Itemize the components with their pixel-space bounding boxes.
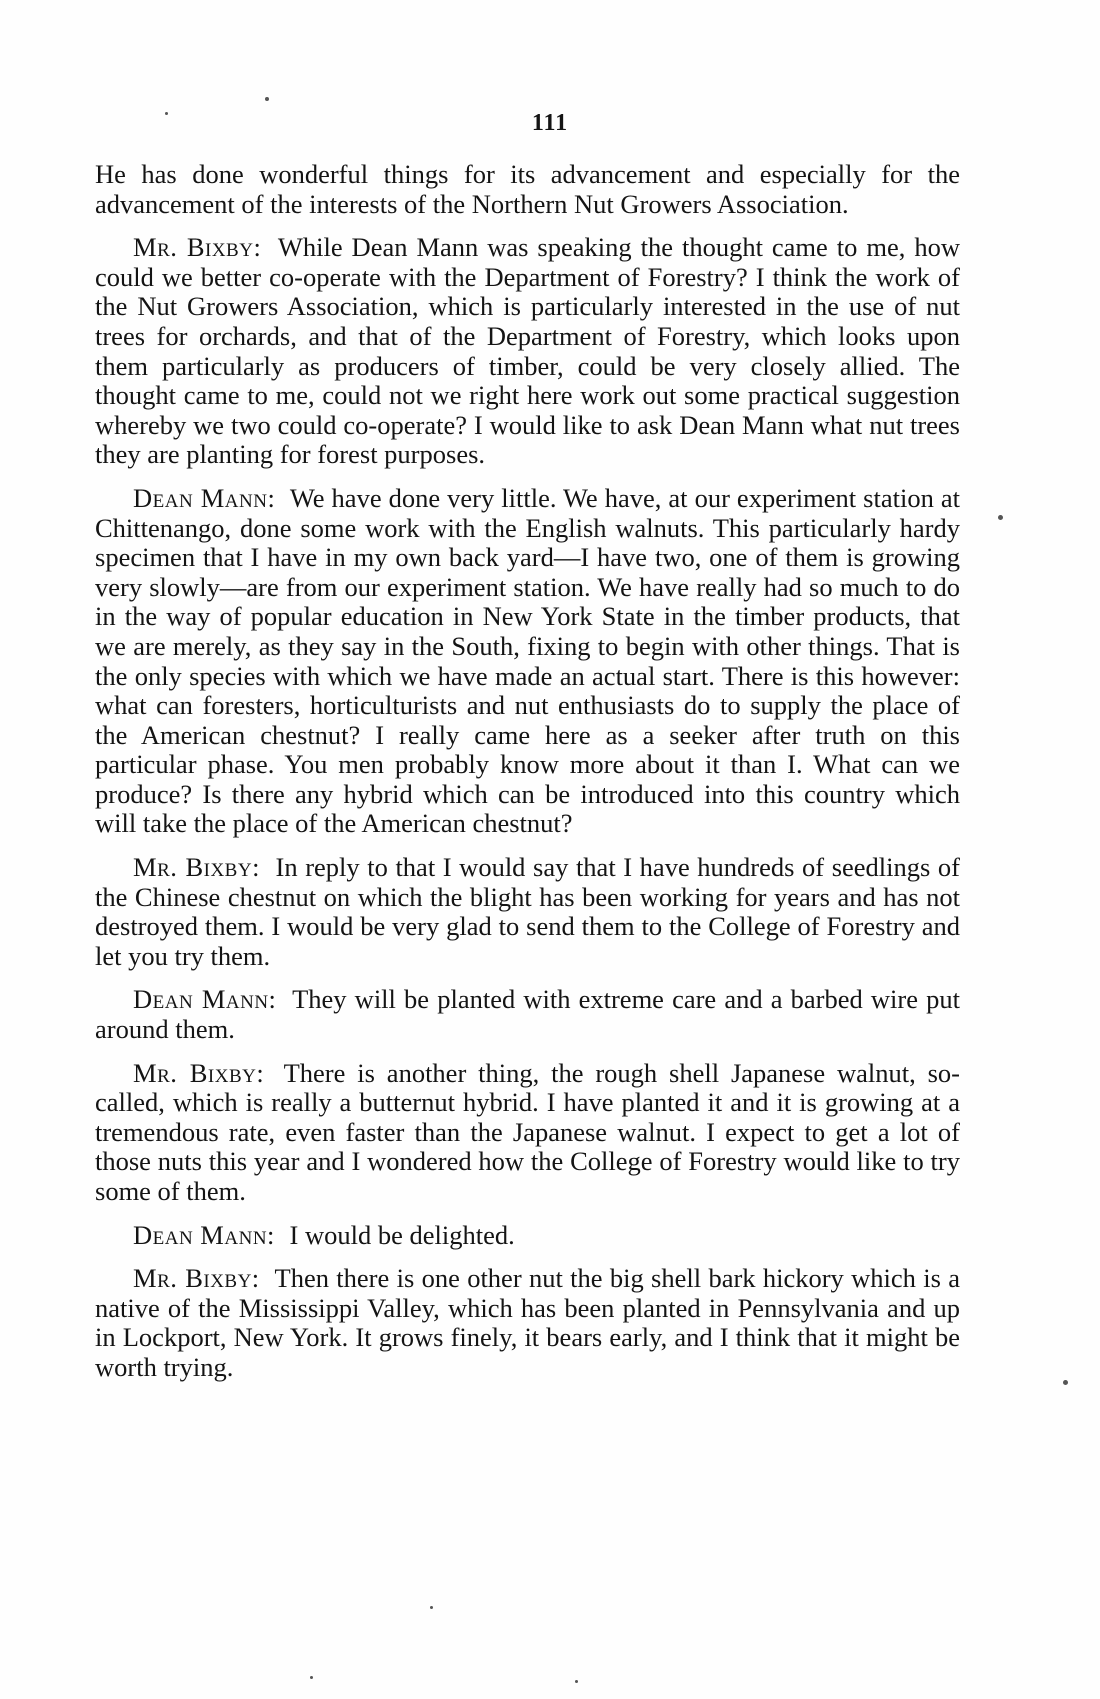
scan-speck — [310, 1676, 313, 1679]
paragraph-text: In reply to that I would say that I have hundreds of seedlings of the Chinese chestnut on which the blight has been working for years and has not destroyed them. I would be very glad to send them to the College of Forestry and let you try them. — [95, 852, 960, 971]
scan-speck — [165, 112, 168, 115]
speaker-label: Mr. Bixby: — [133, 1057, 265, 1088]
scan-speck — [998, 515, 1003, 520]
speaker-label: Dean Mann: — [133, 984, 277, 1015]
paragraph-bixby — [95, 1264, 960, 1382]
paragraph-text: While Dean Mann was speaking the thought came to me, how could we better co-operate with the Department of Forestry? I think the work of the Nut Growers Association, which is particularly interested in the use of nut trees for orchards, and that of the Department of Forestry, which looks upon them particularly as producers of timber, could be very closely allied. The thought came to me, could not we right here work out some practical suggestion whereby we two could co-operate? I would like to ask Dean Mann what nut trees they are planting for forest purposes. — [95, 232, 960, 470]
paragraph-continuation — [95, 160, 960, 219]
page-number: 111 — [531, 110, 569, 136]
paragraph-text: Then there is one other nut the big shell bark hickory which is a native of the Mississippi Valley, which has been planted in Pennsylvania and up in Lockport, New York. It grows finely, it bears early, and I think that it might be worth trying. — [95, 1263, 960, 1382]
paragraph-bixby — [95, 853, 960, 971]
speaker-label: Mr. Bixby: — [133, 852, 260, 883]
paragraph-mann — [95, 985, 960, 1044]
paragraph-text: They will be planted with extreme care and a barbed wire put around them. — [95, 984, 960, 1045]
scan-speck — [430, 1606, 433, 1609]
paragraph-text: I would be delighted. — [289, 1219, 515, 1250]
paragraph-text: He has done wonderful things for its advancement and especially for the advancement of the interests of the Northern Nut Growers Association. — [95, 159, 960, 219]
paragraph-mann — [95, 1221, 960, 1251]
speaker-label: Dean Mann: — [133, 482, 276, 513]
paragraph-mann — [95, 484, 960, 839]
paragraph-bixby — [95, 233, 960, 470]
paragraph-text: We have done very little. We have, at our experiment station at Chittenango, done some work with the English walnuts. This particularly hardy specimen that I have in my own back yard—I have two, one of them is growing very slowly—are from our experiment station. We have really had so much to do in the way of popular education in New York State in the timber products, that we are merely, as they say in the South, fixing to begin with other things. That is the only species with which we have made an actual start. There is this however: what can foresters, horticulturists and nut enthusiasts do to supply the place of the American chestnut? I really came here as a seeker after truth on this particular phase. You men probably know more about it than I. What can we produce? Is there any hybrid which can be introduced into this country which will take the place of the American chestnut? — [95, 482, 960, 839]
scan-speck — [575, 1680, 578, 1683]
speaker-label: Mr. Bixby: — [133, 232, 262, 263]
body-text — [95, 160, 960, 1397]
speaker-label: Mr. Bixby: — [133, 1263, 260, 1294]
scan-speck — [265, 97, 269, 101]
paragraph-text: There is another thing, the rough shell Japanese walnut, so-called, which is really a butternut hybrid. I have planted it and it is growing at a tremendous rate, even faster than the Japanese walnut. I expect to get a lot of those nuts this year and I wondered how the College of Forestry would like to try some of them. — [95, 1057, 960, 1206]
scan-speck — [1063, 1380, 1068, 1385]
paragraph-bixby — [95, 1059, 960, 1207]
speaker-label: Dean Mann: — [133, 1219, 275, 1250]
